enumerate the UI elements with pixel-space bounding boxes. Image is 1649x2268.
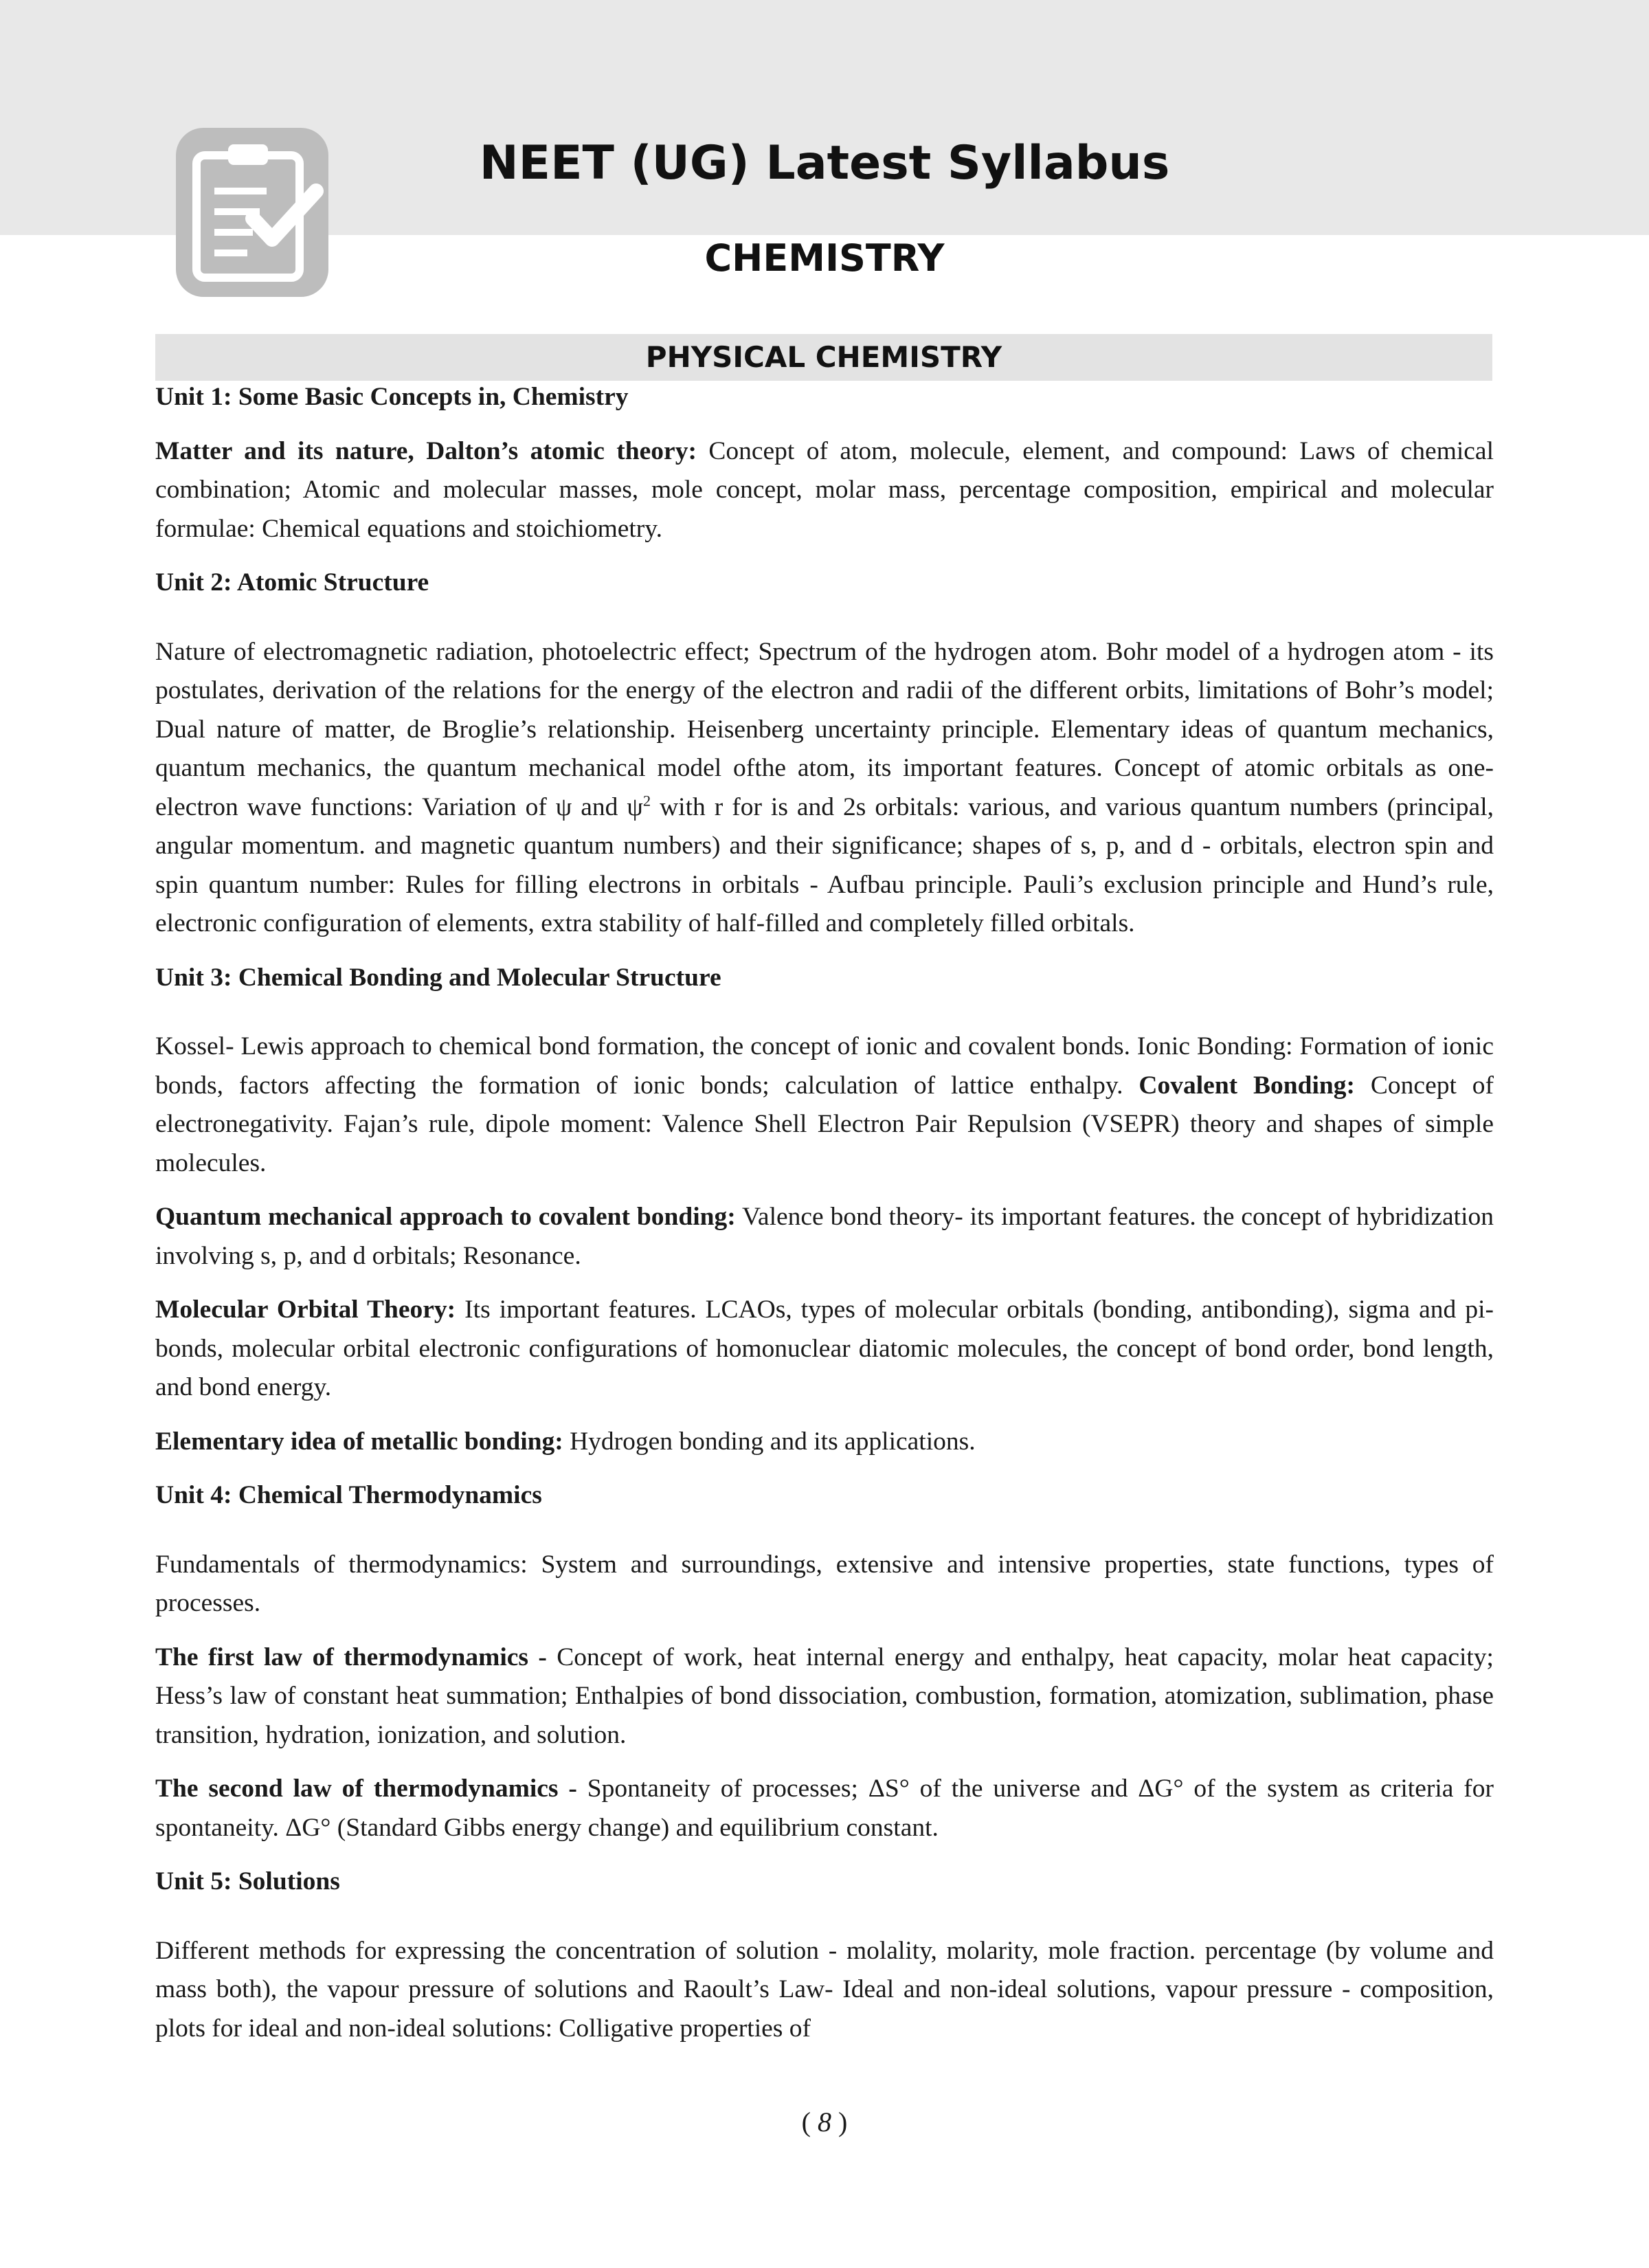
paragraph-text: Spontaneity of processes; ΔS° of the universe and ΔG° of the system as criteria for spontaneity. ΔG° (Standard Gibbs energy change) and equilibrium constant. (155, 1775, 1494, 1842)
page-number (0, 2106, 1649, 2138)
unit-2-heading: Unit 2: Atomic Structure (155, 568, 429, 597)
document-title: NEET (UG) Latest Syllabus (479, 136, 1170, 190)
page-number-value: 8 (818, 2106, 831, 2137)
syllabus-logo (176, 128, 328, 297)
unit-4-paragraph-2 (155, 1638, 1494, 1755)
paragraph-lead: Elementary idea of metallic bonding: (155, 1427, 563, 1456)
unit-3-paragraph-4 (155, 1423, 1494, 1462)
page-number-close: ) (831, 2106, 848, 2137)
unit-5-heading: Unit 5: Solutions (155, 1867, 340, 1895)
unit-3-paragraph-2 (155, 1198, 1494, 1276)
unit-1-heading: Unit 1: Some Basic Concepts in, Chemistry (155, 383, 629, 411)
paragraph-text: Different methods for expressing the concentration of solution - molality, molarity, mole fraction. percentage (by volume and mass both), the vapour pressure of solutions and Raoult’s Law- Ideal and non-ideal solutions, vapour pressure - composition, plots for ideal and non-ideal solutions: Colligative properties of (155, 1936, 1494, 2043)
paragraph-text: Concept of work, heat internal energy and enthalpy, heat capacity, molar heat capacity; Hess’s law of constant heat summation; Enthalpies of bond dissociation, combustion, formation, atomization, sublimation, phase transition, hydration, ionization, and solution. (155, 1643, 1494, 1749)
paragraph-text: Concept of electronegativity. Fajan’s rule, dipole moment: Valence Shell Electron Pair Repulsion (VSEPR) theory and shapes of simple molecules. (155, 1071, 1494, 1177)
paragraph-lead: Matter and its nature, Dalton’s atomic theory: (155, 436, 697, 465)
unit-4-paragraph-3 (155, 1770, 1494, 1847)
paragraph-text: Kossel- Lewis approach to chemical bond formation, the concept of ionic and covalent bonds. Ionic Bonding: Formation of ionic bonds, factors affecting the formation of ionic bonds; calculation of lattice enthalpy. (155, 1032, 1494, 1100)
paragraph-text: Fundamentals of thermodynamics: System and surroundings, extensive and intensive properties, state functions, types of processes. (155, 1550, 1494, 1617)
paragraph-text: Its important features. LCAOs, types of molecular orbitals (bonding, antibonding), sigma and pi-bonds, molecular orbital electronic configurations of homonuclear diatomic molecules, the concept of bond order, bond length, and bond energy. (155, 1296, 1494, 1401)
unit-3-paragraph-3 (155, 1291, 1494, 1408)
paragraph-text: Valence bond theory- its important features. the concept of hybridization involving s, p, and d orbitals; Resonance. (155, 1203, 1494, 1270)
paragraph-text: Concept of atom, molecule, element, and compound: Laws of chemical combination; Atomic and molecular masses, mole concept, molar mass, percentage composition, empirical and molecular formulae: Chemical equations and stoichiometry. (155, 436, 1494, 543)
superscript: 2 (642, 792, 651, 809)
paragraph-lead: Covalent Bonding: (1138, 1071, 1356, 1100)
paragraph-lead: The first law of thermodynamics - (155, 1643, 547, 1671)
syllabus-content (155, 378, 1494, 2063)
subject-title: CHEMISTRY (704, 236, 945, 280)
paragraph-lead: Quantum mechanical approach to covalent bonding: (155, 1203, 736, 1231)
unit-4-paragraph-1 (155, 1546, 1494, 1623)
paragraph-lead: The second law of thermodynamics - (155, 1775, 577, 1803)
unit-4-heading: Unit 4: Chemical Thermodynamics (155, 1481, 542, 1509)
paragraph-text: Nature of electromagnetic radiation, photoelectric effect; Spectrum of the hydrogen atom. Bohr model of a hydrogen atom - its postulates, derivation of the relations for the energy of the electron and radii of the different orbits, limitations of Bohr’s model; Dual nature of matter, de Broglie’s relationship. Heisenberg uncertainty principle. Elementary ideas of quantum mechanics, quantum mechanics, the quantum mechanical model ofthe atom, its important features. Concept of atomic orbitals as one-electron wave functions: Variation of ψ and ψ (155, 637, 1494, 821)
paragraph-text: Hydrogen bonding and its applications. (563, 1427, 976, 1456)
section-title: PHYSICAL CHEMISTRY (645, 340, 1002, 374)
paragraph-text: with r for is and 2s orbitals: various, and various quantum numbers (principal, angular momentum. and magnetic quantum numbers) and their significance; shapes of s, p, and d - orbitals, electron spin and spin quantum number: Rules for filling electrons in orbitals - Aufbau principle. Pauli’s exclusion principle and Hund’s rule, electronic configuration of elements, extra stability of half-filled and completely filled orbitals. (155, 792, 1494, 937)
unit-2-paragraph (155, 633, 1494, 944)
unit-5-paragraph-1 (155, 1932, 1494, 2049)
unit-3-heading: Unit 3: Chemical Bonding and Molecular Structure (155, 963, 721, 992)
clipboard-check-icon (176, 128, 328, 297)
section-bar (155, 334, 1492, 381)
page-number-open: ( (801, 2106, 818, 2137)
unit-3-paragraph-1 (155, 1027, 1494, 1183)
unit-1-paragraph (155, 432, 1494, 549)
paragraph-lead: Molecular Orbital Theory: (155, 1296, 456, 1324)
